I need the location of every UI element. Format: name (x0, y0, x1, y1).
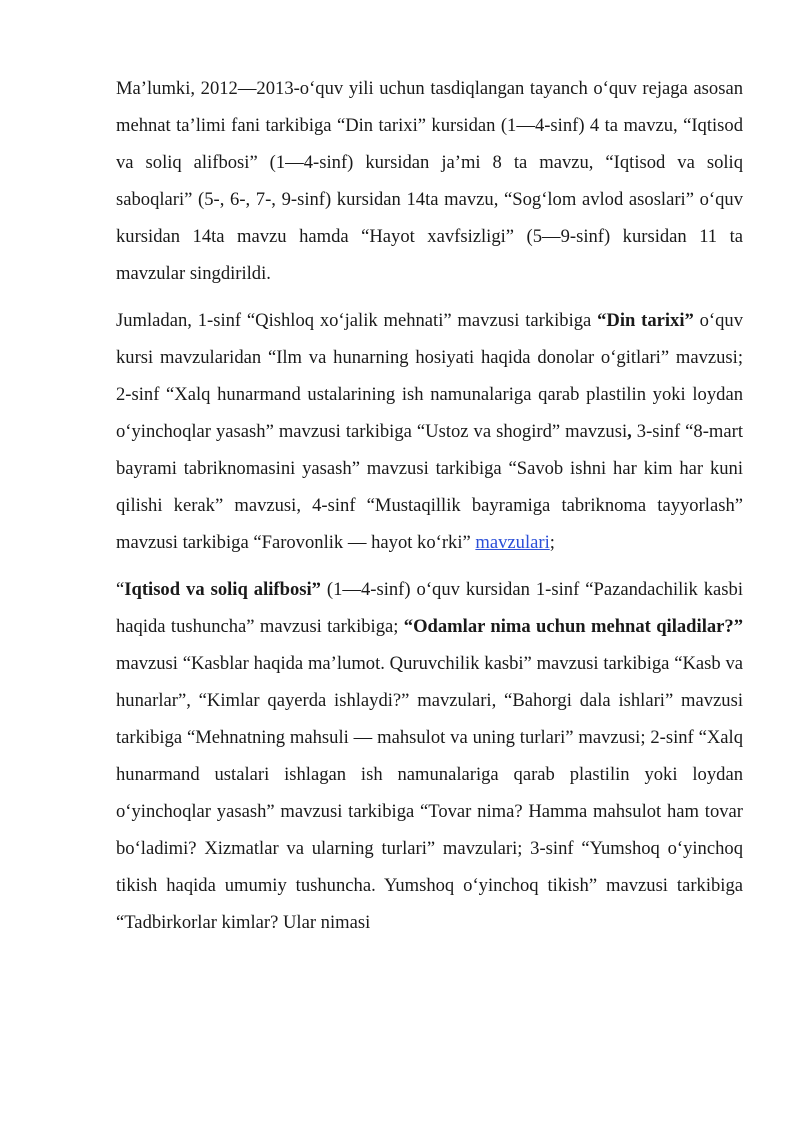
document-page (116, 70, 743, 951)
bold-course-title: Iqtisod va soliq alifbosi” (124, 579, 321, 600)
bold-topic-title: “Odamlar nima uchun mehnat qiladilar?” (403, 616, 743, 637)
mavzulari-link[interactable]: mavzulari (475, 532, 550, 553)
paragraph-text: 3-sinf “8-mart bayrami tabriknomasini yasash” mavzusi tarkibiga “Savob ishni har kim har kuni qilishi kerak” mavzusi, 4-sinf “Mustaqillik bayramiga tabriknoma tayyorlash” mavzusi tarkibiga “Farovonlik — hayot ko‘rki” (116, 421, 743, 553)
bold-course-title: “Din tarixi” (597, 310, 694, 331)
paragraph-text: (1—4-sinf) o‘quv kursidan 1-sinf “Pazandachilik kasbi haqida tushuncha” mavzusi tarkibiga; (116, 579, 743, 637)
paragraph-text: ; (549, 532, 555, 553)
paragraph-text: Jumladan, 1-sinf “Qishloq xo‘jalik mehnati” mavzusi tarkibiga (116, 310, 598, 331)
bold-comma: , (627, 421, 632, 442)
paragraph-iqtisod (116, 571, 743, 941)
paragraph-text: mavzusi “Kasblar haqida ma’lumot. Quruvchilik kasbi” mavzusi tarkibiga “Kasb va hunarlar”, “Kimlar qayerda ishlaydi?” mavzulari, “Bahorgi dala ishlari” mavzusi tarkibiga “Mehnatning mahsuli — mahsulot va uning turlari” mavzusi; 2-sinf “Xalq hunarmand ustalari ishlagan ish namunalariga qarab plastilin yoki loydan o‘yinchoqlar yasash” mavzusi tarkibiga “Tovar nima? Hamma mahsulot ham tovar bo‘ladimi? Xizmatlar va ularning turlari” mavzulari; 3-sinf “Yumshoq o‘yinchoq tikish haqida umumiy tushuncha. Yumshoq o‘yinchoq tikish” mavzusi tarkibiga “Tadbirkorlar kimlar? Ular nimasi (116, 653, 743, 933)
paragraph-text: o‘quv kursi mavzularidan “Ilm va hunarning hosiyati haqida donolar o‘gitlari” mavzusi; 2-sinf “Xalq hunarmand ustalarining ish namunalariga qarab plastilin yoki loydan o‘yinchoqlar yasash” mavzusi tarkibiga “Ustoz va shogird” mavzusi (116, 310, 743, 442)
paragraph-din-tarixi (116, 302, 743, 561)
paragraph-text: “ (116, 579, 125, 600)
paragraph-intro (116, 70, 743, 292)
paragraph-intro-text: Ma’lumki, 2012—2013-o‘quv yili uchun tasdiqlangan tayanch o‘quv rejaga asosan mehnat ta’limi fani tarkibiga “Din tarixi” kursidan (1—4-sinf) 4 ta mavzu, “Iqtisod va soliq alifbosi” (1—4-sinf) kursidan ja’mi 8 ta mavzu, “Iqtisod va soliq saboqlari” (5-, 6-, 7-, 9-sinf) kursidan 14ta mavzu, “Sog‘lom avlod asoslari” o‘quv kursidan 14ta mavzu hamda “Hayot xavfsizligi” (5—9-sinf) kursidan 11 ta mavzular singdirildi. (116, 78, 743, 284)
